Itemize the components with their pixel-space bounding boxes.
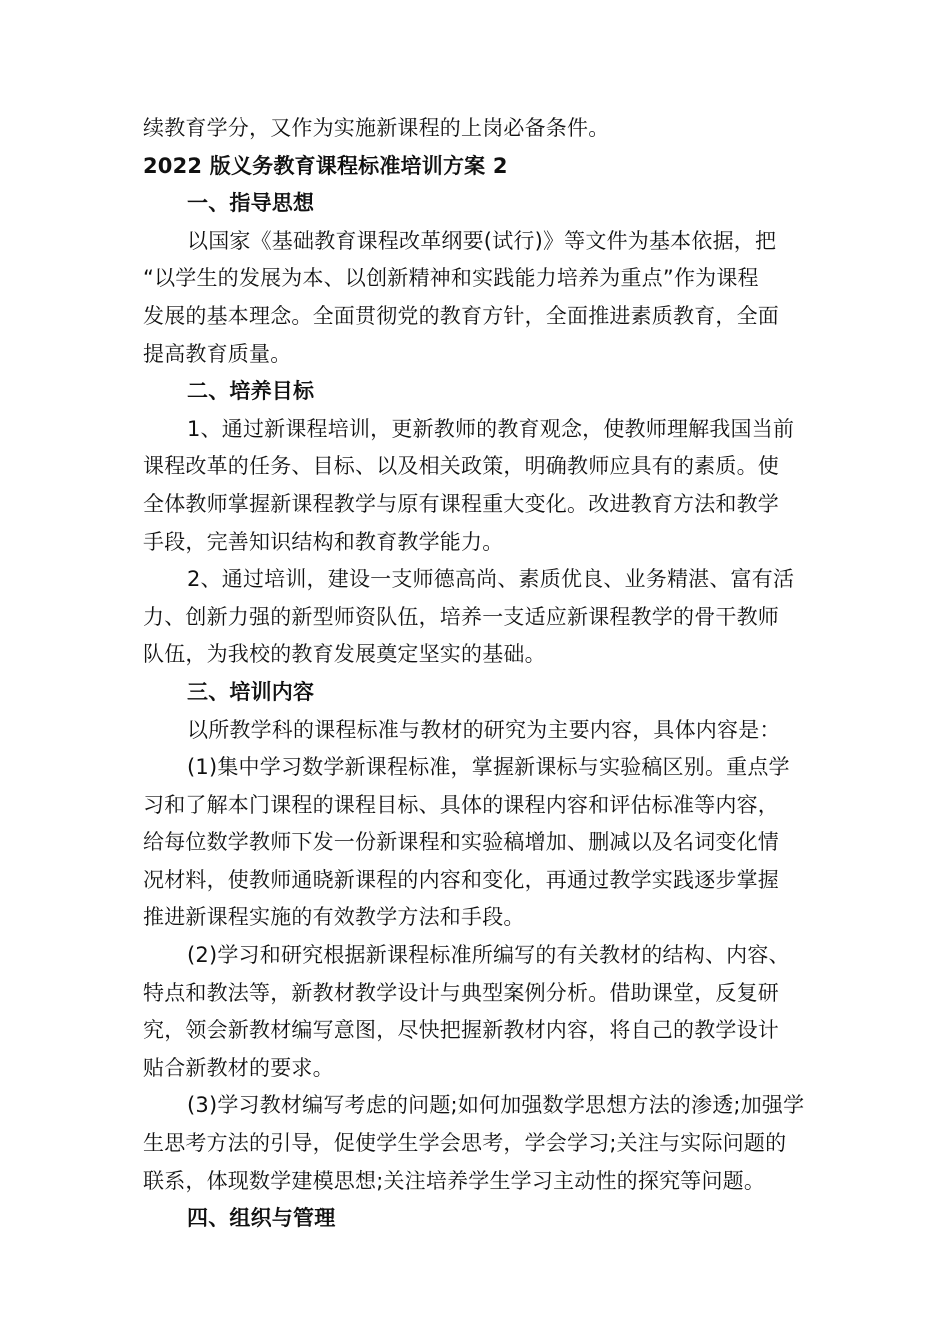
paragraph-line: 1、通过新课程培训，更新教师的教育观念，使教师理解我国当前	[187, 416, 795, 441]
paragraph-line: (2)学习和研究根据新课程标准所编写的有关教材的结构、内容、	[187, 943, 790, 968]
paragraph-line: 生思考方法的引导，促使学生学会思考，学会学习;关注与实际问题的	[143, 1131, 787, 1156]
section-heading-organization-management: 四、组织与管理	[187, 1206, 336, 1231]
paragraph-line: (1)集中学习数学新课程标准，掌握新课标与实验稿区别。重点学	[187, 755, 790, 780]
paragraph-line: 力、创新力强的新型师资队伍，培养一支适应新课程教学的骨干教师	[143, 604, 779, 629]
paragraph-line: 发展的基本理念。全面贯彻党的教育方针，全面推进素质教育，全面	[143, 303, 779, 328]
paragraph-line: 给每位数学教师下发一份新课程和实验稿增加、删减以及名词变化情	[143, 830, 779, 855]
paragraph-line: 习和了解本门课程的课程目标、具体的课程内容和评估标准等内容，	[143, 792, 779, 817]
continuation-text: 续教育学分，又作为实施新课程的上岗必备条件。	[143, 116, 610, 140]
paragraph-line: 以所教学科的课程标准与教材的研究为主要内容，具体内容是：	[187, 717, 781, 742]
paragraph-line: 全体教师掌握新课程教学与原有课程重大变化。改进教育方法和教学	[143, 491, 779, 516]
paragraph-line: 究，领会新教材编写意图，尽快把握新教材内容，将自己的教学设计	[143, 1018, 779, 1043]
paragraph-line: 手段，完善知识结构和教育教学能力。	[143, 529, 504, 554]
document-title: 2022 版义务教育课程标准培训方案 2	[143, 153, 508, 178]
paragraph-line: 2、通过培训，建设一支师德高尚、素质优良、业务精湛、富有活	[187, 567, 795, 592]
paragraph-line: 特点和教法等，新教材教学设计与典型案例分析。借助课堂，反复研	[143, 980, 779, 1005]
section-heading-guiding-ideology: 一、指导思想	[187, 191, 315, 216]
paragraph-line: (3)学习教材编写考虑的问题;如何加强数学思想方法的渗透;加强学	[187, 1093, 805, 1118]
document-page	[143, 110, 811, 1238]
section-heading-training-content: 三、培训内容	[187, 679, 315, 704]
paragraph-line: 联系，体现数学建模思想;关注培养学生学习主动性的探究等问题。	[143, 1168, 766, 1193]
paragraph-line: 提高教育质量。	[143, 341, 292, 366]
paragraph-line: 以国家《基础教育课程改革纲要(试行)》等文件为基本依据，把	[187, 228, 777, 253]
paragraph-line: 课程改革的任务、目标、以及相关政策，明确教师应具有的素质。使	[143, 454, 779, 479]
paragraph-line: “以学生的发展为本、以创新精神和实践能力培养为重点”作为课程	[143, 266, 759, 291]
paragraph-line: 况材料，使教师通晓新课程的内容和变化，再通过教学实践逐步掌握	[143, 867, 779, 892]
paragraph-line: 队伍，为我校的教育发展奠定坚实的基础。	[143, 642, 546, 667]
paragraph-line: 贴合新教材的要求。	[143, 1055, 334, 1080]
section-heading-training-goals: 二、培养目标	[187, 379, 315, 404]
paragraph-line: 推进新课程实施的有效教学方法和手段。	[143, 905, 525, 930]
